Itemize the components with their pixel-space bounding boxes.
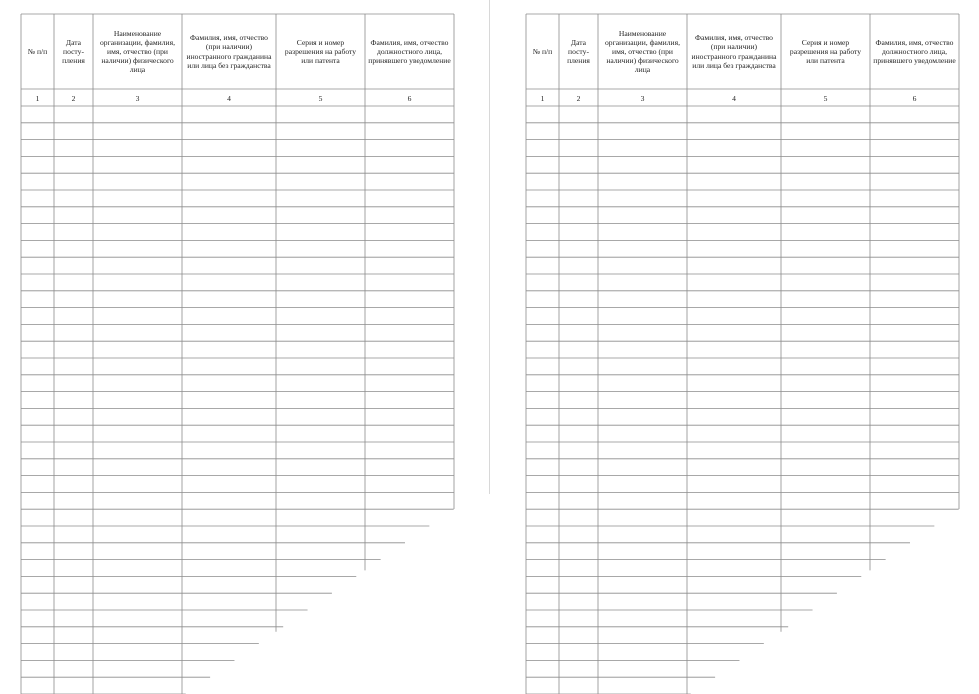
register-table-right xyxy=(490,0,979,694)
header-number: № п/п xyxy=(27,46,48,56)
header-foreigner-name: Фамилия, имя, отчество (при наличии) иностранного гражданина или лица без гражданства xyxy=(691,33,777,70)
header-organization: Наименование организации, фамилия, имя, отчество (при наличии) физического лица xyxy=(100,28,175,75)
header-date: Дата посту-пления xyxy=(567,37,590,66)
header-number: № п/п xyxy=(532,46,553,56)
header-official: Фамилия, имя, отчество должностного лица, принявшего уведомление xyxy=(368,37,451,66)
column-number: 2 xyxy=(71,93,76,103)
left-page xyxy=(0,0,489,694)
column-number: 3 xyxy=(640,93,645,103)
header-organization: Наименование организации, фамилия, имя, отчество (при наличии) физического лица xyxy=(605,28,680,75)
header-permit: Серия и номер разрешения на работу или патента xyxy=(789,37,862,66)
header-permit: Серия и номер разрешения на работу или патента xyxy=(284,37,357,66)
column-number: 6 xyxy=(407,93,412,103)
column-number: 3 xyxy=(135,93,140,103)
header-foreigner-name: Фамилия, имя, отчество (при наличии) иностранного гражданина или лица без гражданства xyxy=(186,33,272,70)
column-number: 2 xyxy=(576,93,581,103)
column-number: 4 xyxy=(227,93,231,103)
column-number: 5 xyxy=(318,93,323,103)
column-number: 4 xyxy=(732,93,736,103)
register-table-left xyxy=(0,0,489,694)
header-official: Фамилия, имя, отчество должностного лица, принявшего уведомление xyxy=(873,37,956,66)
right-page xyxy=(490,0,979,694)
column-number: 6 xyxy=(912,93,917,103)
header-date: Дата посту-пления xyxy=(62,37,85,66)
column-number: 5 xyxy=(823,93,828,103)
column-number: 1 xyxy=(540,93,545,103)
column-number: 1 xyxy=(35,93,40,103)
